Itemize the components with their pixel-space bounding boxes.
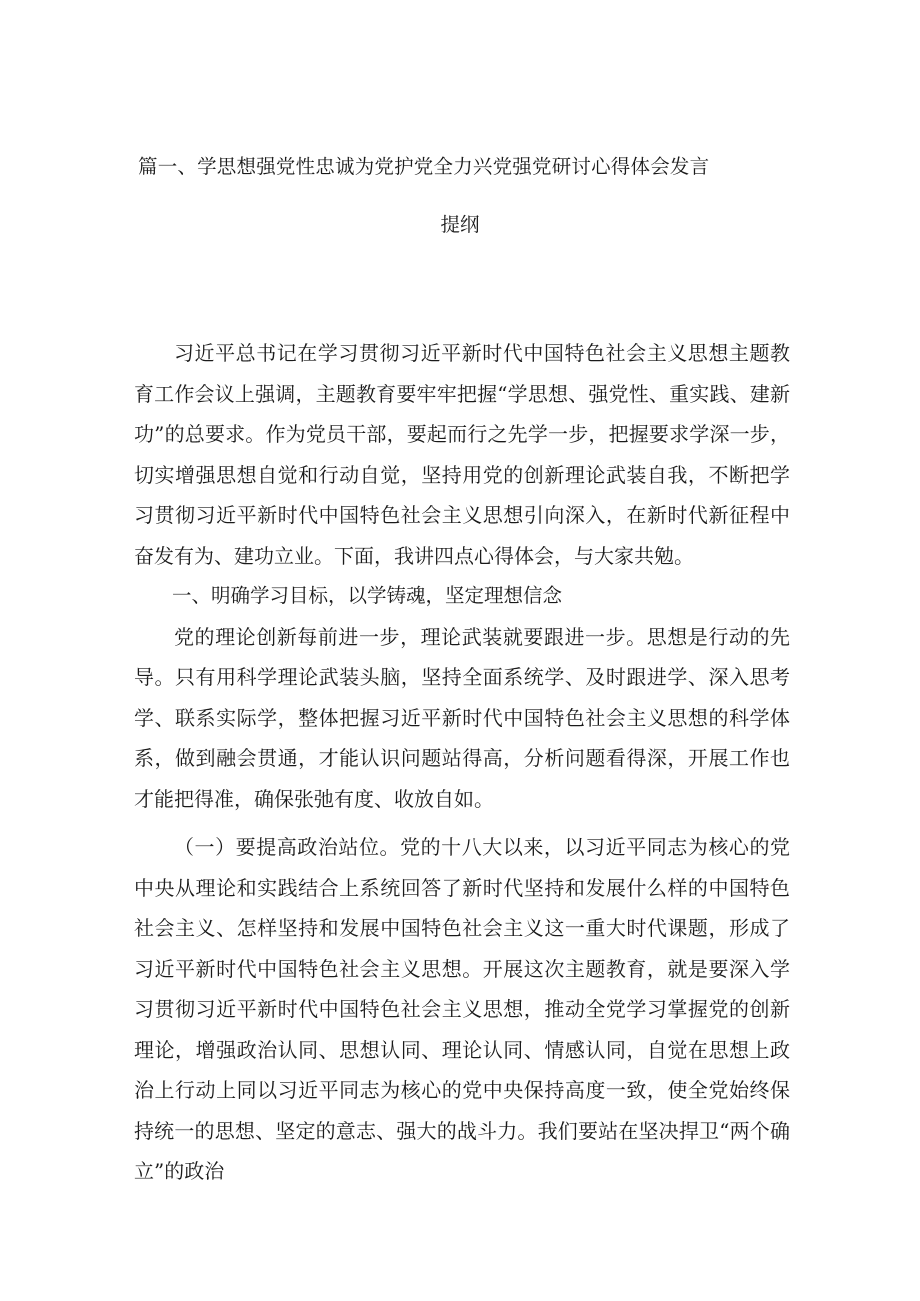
subsection-one-paragraph: （一）要提高政治站位。党的十八大以来，以习近平同志为核心的党中央从理论和实践结合上系统回答了新时代坚持和发展什么样的中国特色社会主义、怎样坚持和发展中国特色社会主义这一重大时代课题，形成了习近平新时代中国特色社会主义思想。开展这次主题教育，就是要深入学习贯彻习近平新时代中国特色社会主义思想，推动全党学习掌握党的创新理论，增强政治认同、思想认同、理论认同、情感认同，自觉在思想上政治上行动上同以习近平同志为核心的党中央保持高度一致，使全党始终保持统一的思想、坚定的意志、强大的战斗力。我们要站在坚决捍卫“两个确立”的政治 bbox=[134, 835, 790, 1183]
section-heading-one: 一、明确学习目标，以学铸魂，坚定理想信念 bbox=[172, 584, 563, 607]
intro-paragraph: 习近平总书记在学习贯彻习近平新时代中国特色社会主义思想主题教育工作会议上强调，主题教育要牢牢把握“学思想、强党性、重实践、建新功”的总要求。作为党员干部，要起而行之先学一步，把握要求学深一步，切实增强思想自觉和行动自觉，坚持用党的创新理论武装自我，不断把学习贯彻习近平新时代中国特色社会主义思想引向深入，在新时代新征程中奋发有为、建功立业。下面，我讲四点心得体会，与大家共勉。 bbox=[134, 341, 790, 568]
section-one-paragraph: 党的理论创新每前进一步，理论武装就要跟进一步。思想是行动的先导。只有用科学理论武装头脑，坚持全面系统学、及时跟进学、深入思考学、联系实际学，整体把握习近平新时代中国特色社会主义思想的科学体系，做到融会贯通，才能认识问题站得高，分析问题看得深，开展工作也才能把得准，确保张弛有度、收放自如。 bbox=[134, 624, 790, 811]
document-body bbox=[134, 333, 790, 1192]
document-title-continuation: 提纲 bbox=[440, 213, 480, 236]
document-title: 篇一、学思想强党性忠诚为党护党全力兴党强党研讨心得体会发言 bbox=[138, 155, 710, 178]
